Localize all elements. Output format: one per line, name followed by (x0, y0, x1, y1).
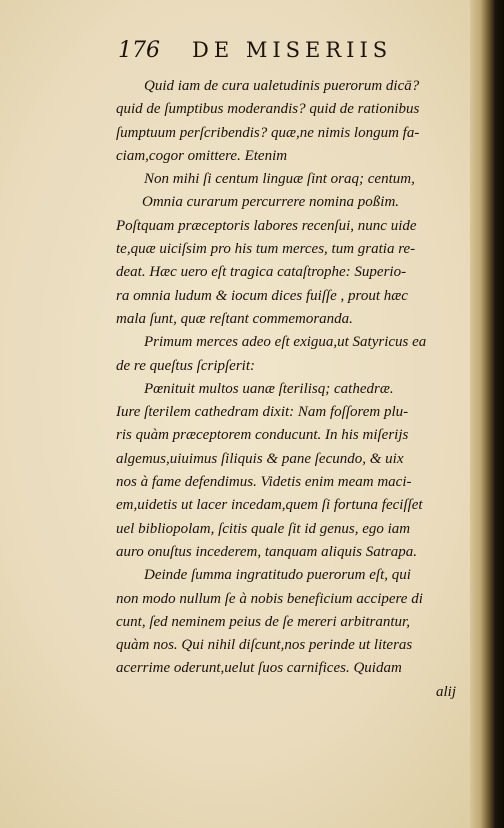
text-line: te,quæ uiciſsim pro his tum merces, tum gratia re- (116, 241, 416, 258)
text-line: Primum merces adeo eſt exigua,ut Satyricus ea (144, 334, 427, 351)
text-line: non modo nullum ſe à nobis beneficium accipere di (116, 590, 423, 607)
catchword: alij (435, 683, 456, 700)
verse-line: Pœnituit multos uanæ ſterilisq; cathedræ. (144, 380, 394, 397)
verse-line: Omnia curarum percurrere nomina poßim. (142, 194, 400, 211)
text-line: ciam,cogor omittere. Etenim (116, 147, 288, 164)
text-line: Poſtquam præceptoris labores recenſui, nunc uide (116, 217, 417, 234)
text-line: auro onuſtus incederem, tanquam aliquis Satrapa. (116, 543, 417, 560)
running-title: DE MISERIIS (192, 38, 393, 62)
text-line: uel bibliopolam, ſcitis quale ſit id genus, ego iam (116, 520, 411, 537)
page-gutter (470, 0, 504, 828)
text-line: quàm nos. Qui nihil diſcunt,nos perinde ut literas (116, 637, 413, 654)
text-line: em,uidetis ut lacer incedam,quem ſi fortuna feciſſet (116, 497, 423, 514)
text-line: Deinde ſumma ingratitudo puerorum eſt, qui (144, 567, 411, 584)
text-line: Quid iam de cura ualetudinis puerorum dicā? (144, 78, 420, 94)
text-line: ſumptuum perſcribendis? quæ,ne nimis longum fa- (116, 124, 420, 141)
text-line: algemus,uiuimus ſiliquis & pane ſecundo, & uix (116, 450, 404, 467)
text-line: Iure ſterilem cathedram dixit: Nam foſſorem plu- (116, 404, 409, 421)
text-line: ris quàm præceptorem conducunt. In his miſerijs (116, 427, 409, 444)
text-line: nos à fame defendimus. Videtis enim meam maci- (116, 474, 412, 491)
text-line: quid de ſumptibus moderandis? quid de rationibus (116, 101, 420, 118)
text-line: de re queſtus ſcripſerit: (116, 357, 255, 374)
text-line: deat. Hæc uero eſt tragica cataſtrophe: Superio- (116, 264, 407, 281)
verse-line: Non mihi ſi centum linguæ ſint oraq; centum, (144, 171, 415, 188)
text-line: ra omnia ludum & iocum dices fuiſſe , prout hæc (116, 287, 408, 304)
text-line: mala ſunt, quæ reſtant commemoranda. (116, 310, 353, 327)
folio-number: 176 (118, 38, 160, 63)
text-line: acerrime oderunt,uelut ſuos carnifices. Quidam (116, 660, 402, 677)
text-line: cunt, ſed neminem peius de ſe mereri arbitrantur, (116, 613, 410, 630)
body-text (116, 75, 456, 704)
